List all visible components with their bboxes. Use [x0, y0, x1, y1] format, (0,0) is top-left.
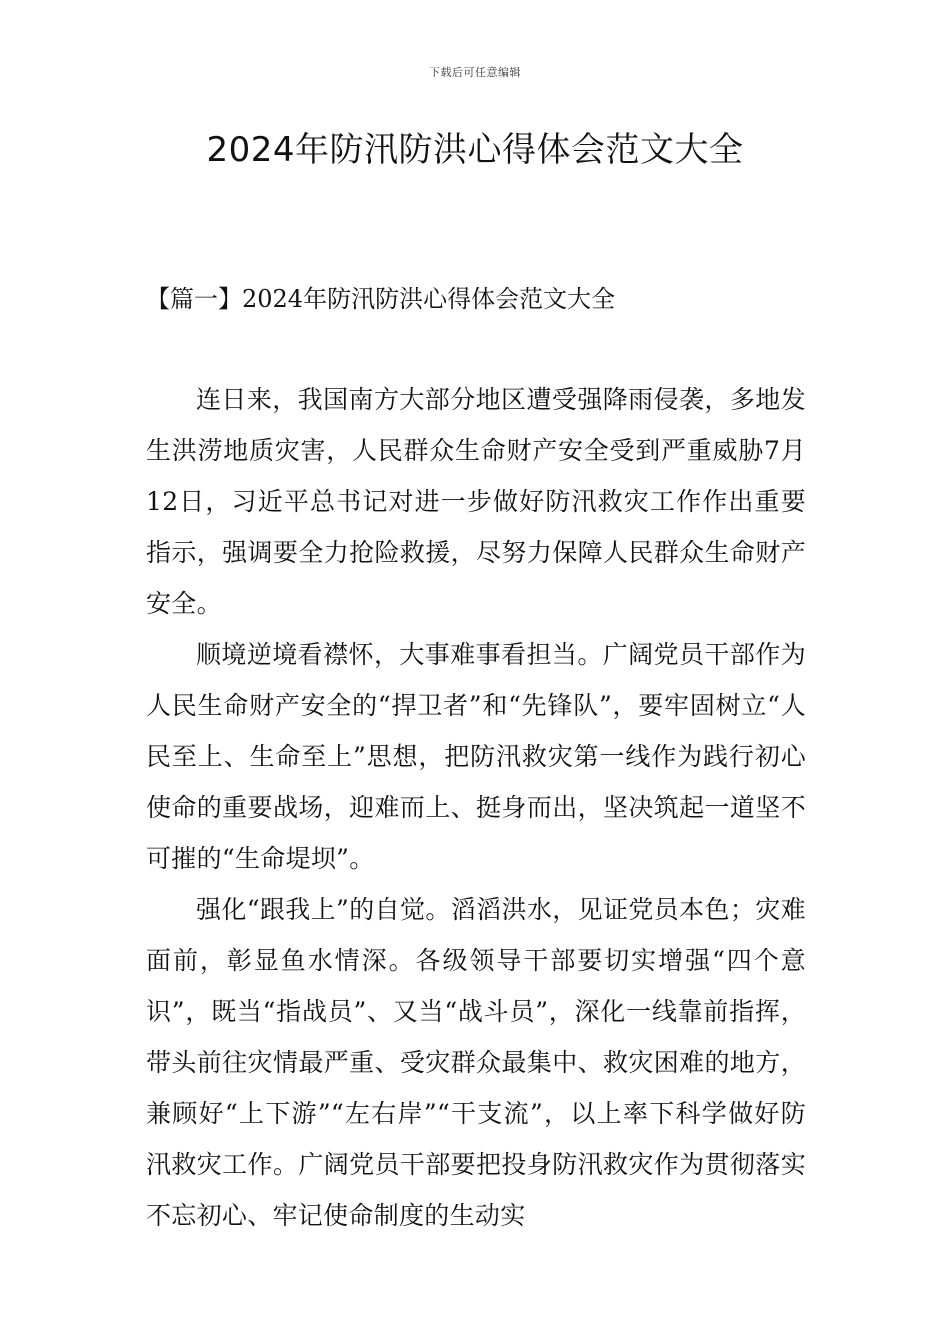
paragraph-1: 连日来，我国南方大部分地区遭受强降雨侵袭，多地发生洪涝地质灾害，人民群众生命财产安全受到严重威胁7月12日，习近平总书记对进一步做好防汛救灾工作作出重要指示，强调要全力抢险救援，尽努力保障人民群众生命财产安全。 — [146, 385, 806, 618]
header-note: 下载后可任意编辑 — [429, 66, 521, 79]
paragraph-2: 顺境逆境看襟怀，大事难事看担当。广阔党员干部作为人民生命财产安全的“捍卫者”和“先锋队”，要牢固树立“人民至上、生命至上”思想，把防汛救灾第一线作为践行初心使命的重要战场，迎难而上、挺身而出，坚决筑起一道坚不可摧的“生命堤坝”。 — [146, 640, 806, 873]
section-heading: 【篇一】2024年防汛防洪心得体会范文大全 — [146, 285, 616, 313]
body-text — [146, 374, 806, 1241]
paragraph-3: 强化“跟我上”的自觉。滔滔洪水，见证党员本色；灾难面前，彰显鱼水情深。各级领导干部要切实增强“四个意识”，既当“指战员”、又当“战斗员”，深化一线靠前指挥，带头前往灾情最严重、受灾群众最集中、救灾困难的地方，兼顾好“上下游”“左右岸”“干支流”，以上率下科学做好防汛救灾工作。广阔党员干部要把投身防汛救灾作为贯彻落实不忘初心、牢记使命制度的生动实 — [146, 895, 806, 1230]
document-title: 2024年防汛防洪心得体会范文大全 — [206, 130, 744, 170]
